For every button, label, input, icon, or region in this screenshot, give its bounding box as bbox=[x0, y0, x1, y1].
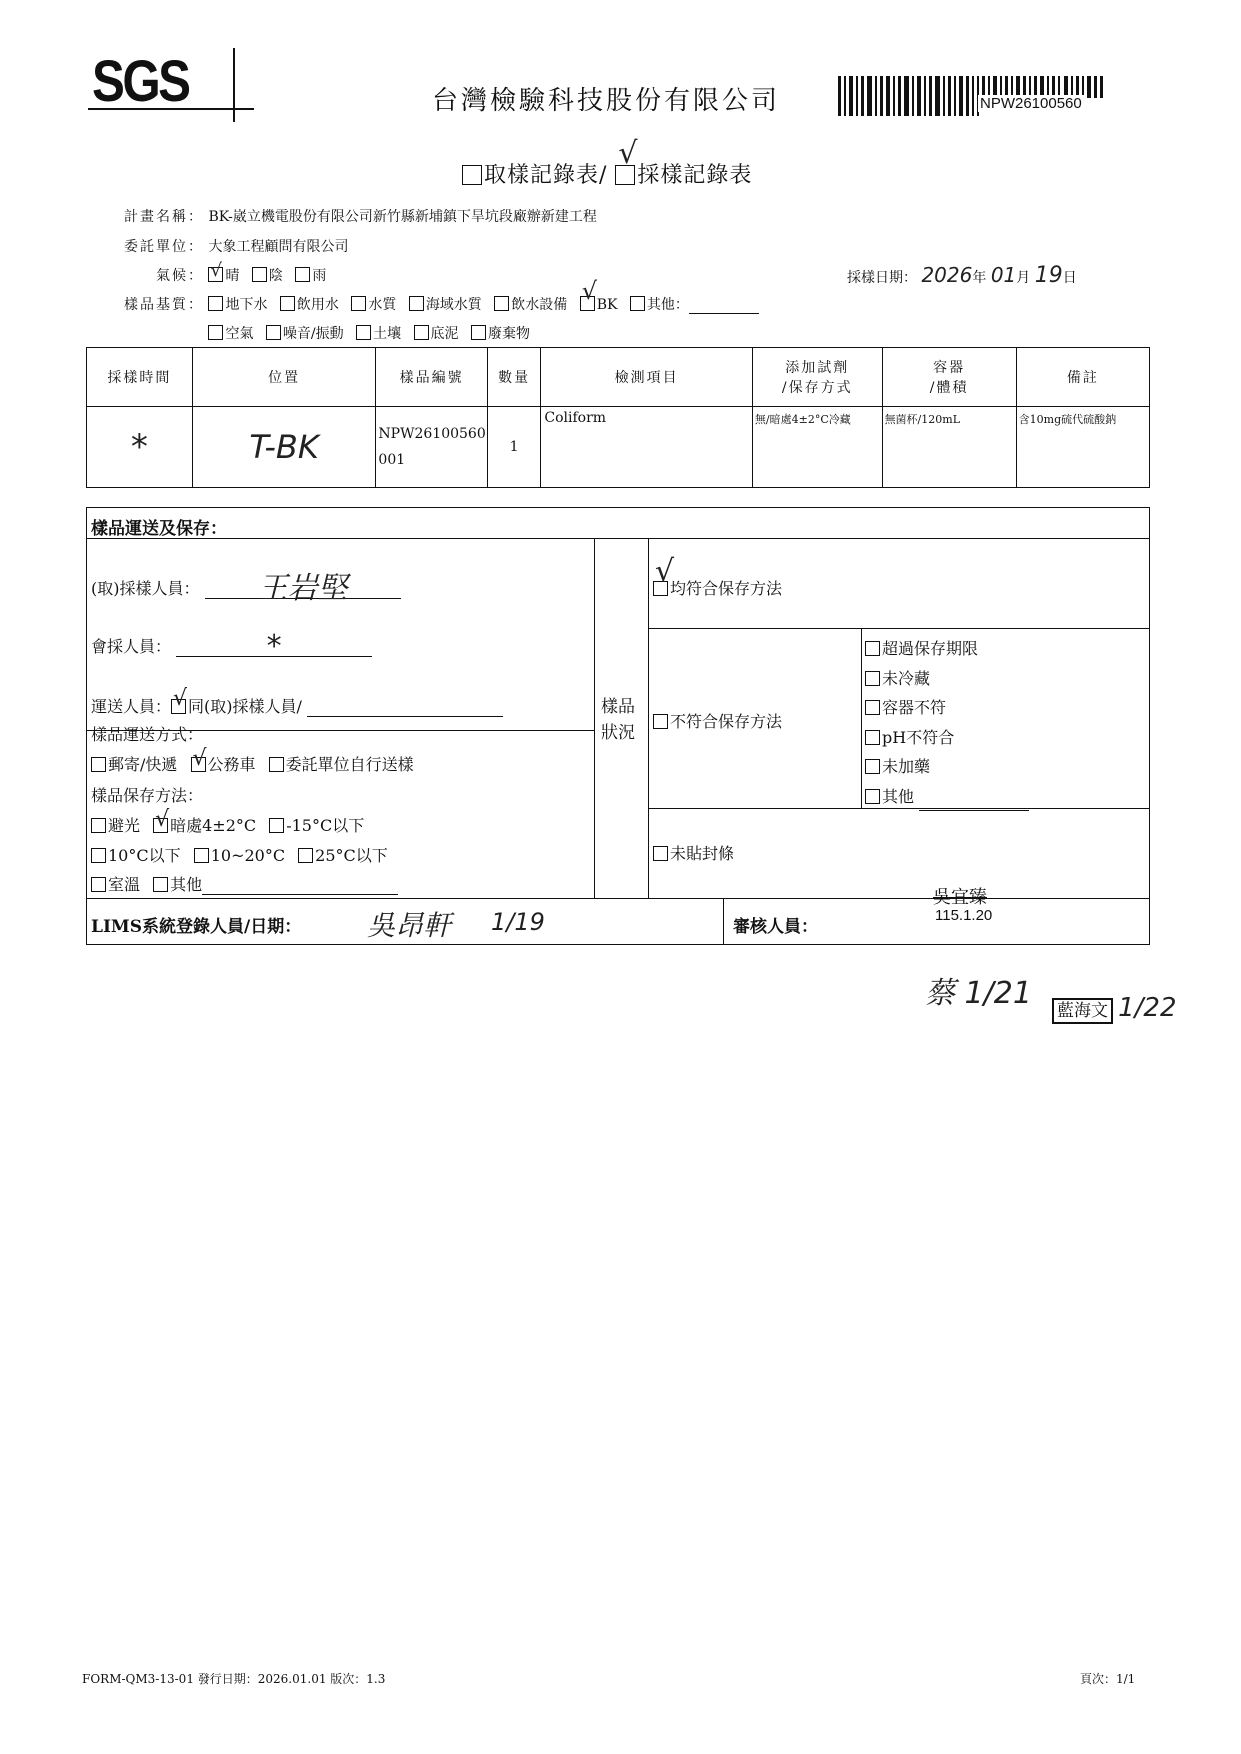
reason-item: 未加藥 bbox=[882, 757, 931, 776]
method-option: 委託單位自行送樣 bbox=[285, 755, 414, 774]
date-year-handwritten: 2026 bbox=[921, 263, 973, 287]
sampler-label: (取)採樣人員： bbox=[91, 579, 200, 598]
lims-signature: 吳昂軒 bbox=[367, 909, 452, 942]
cell-items: Coliform bbox=[541, 407, 753, 488]
checkbox[interactable] bbox=[356, 325, 371, 340]
table-header-row bbox=[87, 348, 1150, 407]
matrix-option: 飲水設備 bbox=[511, 297, 568, 313]
storage-option: 暗處4±2°C bbox=[170, 816, 257, 835]
weather-option: 陰 bbox=[268, 268, 283, 284]
logo-divider bbox=[233, 48, 235, 122]
logo-underline bbox=[88, 108, 254, 110]
date-day-unit: 日 bbox=[1062, 270, 1077, 286]
sample-table bbox=[86, 347, 1150, 488]
transporter-option: 同(取)採樣人員/ bbox=[188, 697, 302, 716]
reason-item: 容器不符 bbox=[882, 698, 947, 717]
cell-sample-no: NPW26100560 001 bbox=[376, 407, 487, 488]
condition-label bbox=[601, 694, 635, 746]
unsealed-row bbox=[653, 841, 734, 864]
storage-option: -15°C以下 bbox=[286, 816, 365, 835]
storage-option: 其他 bbox=[170, 875, 203, 894]
sampler-row bbox=[91, 571, 401, 606]
cell-remarks: 含10mg硫代硫酸鈉 bbox=[1016, 407, 1149, 488]
reason-item: 未冷藏 bbox=[882, 668, 931, 688]
weather-option: 雨 bbox=[312, 268, 327, 284]
checkbox-checked[interactable]: √ bbox=[155, 807, 170, 832]
checkbox[interactable] bbox=[280, 296, 295, 311]
checkbox[interactable] bbox=[865, 700, 880, 715]
checkbox[interactable] bbox=[865, 789, 880, 804]
lims-date: 1/19 bbox=[491, 908, 545, 936]
company-name: 台灣檢驗科技股份有限公司 bbox=[432, 86, 781, 116]
checkbox[interactable] bbox=[208, 325, 223, 340]
checkbox[interactable] bbox=[351, 296, 366, 311]
header-location: 位置 bbox=[192, 348, 376, 407]
page-number: 頁次：1/1 bbox=[1080, 1672, 1136, 1686]
date-month-handwritten: 01 bbox=[990, 263, 1017, 287]
checkbox[interactable] bbox=[266, 325, 281, 340]
checkbox[interactable] bbox=[194, 848, 209, 863]
checkbox-checked[interactable]: √ bbox=[171, 699, 186, 714]
reviewer-date: 115.1.20 bbox=[935, 907, 993, 924]
header-container: 容器 /體積 bbox=[882, 348, 1016, 407]
plan-value: BK-崴立機電股份有限公司新竹縣新埔鎮下旱坑段廠辦新建工程 bbox=[208, 209, 597, 225]
condition-label-2: 狀況 bbox=[601, 723, 635, 743]
matrix-option: 底泥 bbox=[430, 326, 459, 342]
matrix-row-2 bbox=[100, 323, 538, 343]
checkbox[interactable] bbox=[653, 846, 668, 861]
checkbox[interactable] bbox=[865, 759, 880, 774]
not-conforms-row bbox=[653, 709, 782, 732]
matrix-option: 空氣 bbox=[225, 326, 254, 342]
unsealed-label: 未貼封條 bbox=[670, 844, 735, 863]
checkbox[interactable] bbox=[91, 818, 106, 833]
sampling-date bbox=[847, 263, 1077, 288]
matrix-option: 噪音/振動 bbox=[282, 326, 344, 342]
storage-label: 樣品保存方法： bbox=[91, 786, 204, 805]
cell-qty: 1 bbox=[487, 407, 541, 488]
matrix-option: 飲用水 bbox=[296, 297, 339, 313]
storage-option: 避光 bbox=[108, 816, 141, 835]
matrix-option: 地下水 bbox=[225, 297, 268, 313]
matrix-row-1 bbox=[100, 277, 767, 314]
method-options bbox=[91, 746, 422, 775]
conforms-row bbox=[653, 554, 783, 599]
checkbox[interactable] bbox=[298, 848, 313, 863]
weather-label: 氣候： bbox=[156, 268, 204, 284]
matrix-option: 廢棄物 bbox=[487, 326, 530, 342]
condition-label-1: 樣品 bbox=[601, 697, 635, 717]
storage-row-3 bbox=[91, 872, 406, 895]
matrix-option: 土壤 bbox=[373, 326, 402, 342]
header-remarks: 備註 bbox=[1016, 348, 1149, 407]
handwritten-signoff: 蔡 1/21 bbox=[925, 976, 1032, 1011]
name-stamp: 藍海文 bbox=[1052, 998, 1113, 1024]
checkbox[interactable] bbox=[295, 267, 310, 282]
transporter-label: 運送人員： bbox=[91, 697, 172, 716]
matrix-label: 樣品基質： bbox=[124, 297, 204, 313]
weather-row bbox=[100, 260, 334, 285]
conforms-label: 均符合保存方法 bbox=[670, 579, 783, 598]
storage-option: 25°C以下 bbox=[315, 846, 388, 865]
cell-time: * bbox=[87, 407, 193, 488]
method-option: 郵寄/快遞 bbox=[108, 755, 178, 774]
header-sample-no: 樣品編號 bbox=[376, 348, 487, 407]
sampler-signature: 王岩堅 bbox=[205, 580, 401, 599]
lims-label: LIMS系統登錄人員/日期： bbox=[91, 917, 302, 937]
checkbox[interactable] bbox=[153, 877, 168, 892]
checkbox[interactable] bbox=[471, 325, 486, 340]
checkbox[interactable] bbox=[865, 641, 880, 656]
co-sampler-signature: * bbox=[176, 638, 372, 657]
plan-name-row bbox=[100, 206, 597, 226]
checkbox[interactable] bbox=[865, 671, 880, 686]
storage-row-2 bbox=[91, 843, 396, 866]
storage-option: 10°C以下 bbox=[108, 846, 181, 865]
co-sampler-label: 會採人員： bbox=[91, 637, 172, 656]
matrix-option: 其他： bbox=[646, 297, 689, 313]
date-year-unit: 年 bbox=[972, 270, 987, 286]
checkbox-checked[interactable]: √ bbox=[580, 296, 595, 311]
checkbox[interactable] bbox=[252, 267, 267, 282]
form-type-option-1: 取樣記錄表/ bbox=[484, 163, 608, 188]
cell-container: 無菌杯/120mL bbox=[882, 407, 1016, 488]
matrix-option: 海域水質 bbox=[425, 297, 482, 313]
client-value: 大象工程顧問有限公司 bbox=[208, 239, 349, 255]
header-items: 檢測項目 bbox=[541, 348, 753, 407]
cell-location: T-BK bbox=[192, 407, 376, 488]
reviewer-name: 吳宜臻 bbox=[933, 887, 987, 907]
storage-option: 室溫 bbox=[108, 875, 141, 894]
reason-item: 超過保存期限 bbox=[882, 639, 979, 658]
form-title bbox=[462, 136, 753, 189]
not-conforms-label: 不符合保存方法 bbox=[670, 712, 783, 731]
date-label: 採樣日期： bbox=[847, 270, 917, 286]
header-time: 採樣時間 bbox=[87, 348, 193, 407]
transporter-row bbox=[91, 686, 503, 717]
matrix-option: 水質 bbox=[368, 297, 397, 313]
method-label: 樣品運送方式： bbox=[91, 725, 204, 744]
checkbox[interactable] bbox=[208, 296, 223, 311]
checkbox[interactable] bbox=[653, 714, 668, 729]
cell-reagent: 無/暗處4±2°C冷藏 bbox=[752, 407, 882, 488]
sgs-logo: SGS bbox=[92, 49, 189, 114]
reason-list bbox=[865, 634, 1029, 811]
matrix-option: BK bbox=[596, 297, 618, 313]
stamp-block bbox=[1052, 993, 1176, 1023]
checkbox[interactable] bbox=[414, 325, 429, 340]
date-day-handwritten: 19 bbox=[1034, 263, 1063, 288]
checkbox-checked[interactable]: √ bbox=[210, 260, 222, 281]
header-reagent: 添加試劑 /保存方式 bbox=[752, 348, 882, 407]
plan-label: 計畫名稱： bbox=[124, 209, 204, 225]
stamp-date: 1/22 bbox=[1118, 993, 1177, 1023]
section-title: 樣品運送及保存： bbox=[91, 519, 227, 539]
checkbox-checked[interactable]: √ bbox=[192, 746, 207, 771]
table-row bbox=[87, 407, 1150, 488]
co-sampler-row bbox=[91, 629, 372, 664]
weather-option: 晴 bbox=[225, 268, 240, 284]
checkbox[interactable] bbox=[269, 757, 284, 772]
client-label: 委託單位： bbox=[124, 239, 204, 255]
checkbox[interactable] bbox=[269, 818, 284, 833]
client-row bbox=[100, 236, 348, 256]
checkbox[interactable] bbox=[409, 296, 424, 311]
reviewer-label: 審核人員： bbox=[733, 917, 818, 937]
storage-option: 10~20°C bbox=[210, 846, 286, 865]
checkbox[interactable] bbox=[91, 877, 106, 892]
storage-row-1 bbox=[91, 807, 372, 836]
checkbox-checked[interactable]: √ bbox=[615, 165, 635, 185]
checkbox[interactable] bbox=[462, 165, 482, 185]
checkbox[interactable] bbox=[865, 730, 880, 745]
barcode-number: NPW26100560 bbox=[980, 95, 1082, 112]
method-option: 公務車 bbox=[207, 755, 256, 774]
form-code: FORM-QM3-13-01 發行日期：2026.01.01 版次：1.3 bbox=[82, 1672, 386, 1686]
form-type-option-2: 採樣記錄表 bbox=[637, 163, 753, 188]
checkbox[interactable] bbox=[630, 296, 645, 311]
header-qty: 數量 bbox=[487, 348, 541, 407]
reason-item: 其他 bbox=[882, 786, 915, 806]
checkbox[interactable] bbox=[91, 848, 106, 863]
transport-section bbox=[86, 507, 1150, 945]
reason-item: pH不符合 bbox=[882, 727, 955, 747]
checkbox[interactable] bbox=[91, 757, 106, 772]
checkbox[interactable] bbox=[494, 296, 509, 311]
checkbox-checked[interactable]: √ bbox=[653, 581, 668, 596]
date-month-unit: 月 bbox=[1016, 270, 1031, 286]
